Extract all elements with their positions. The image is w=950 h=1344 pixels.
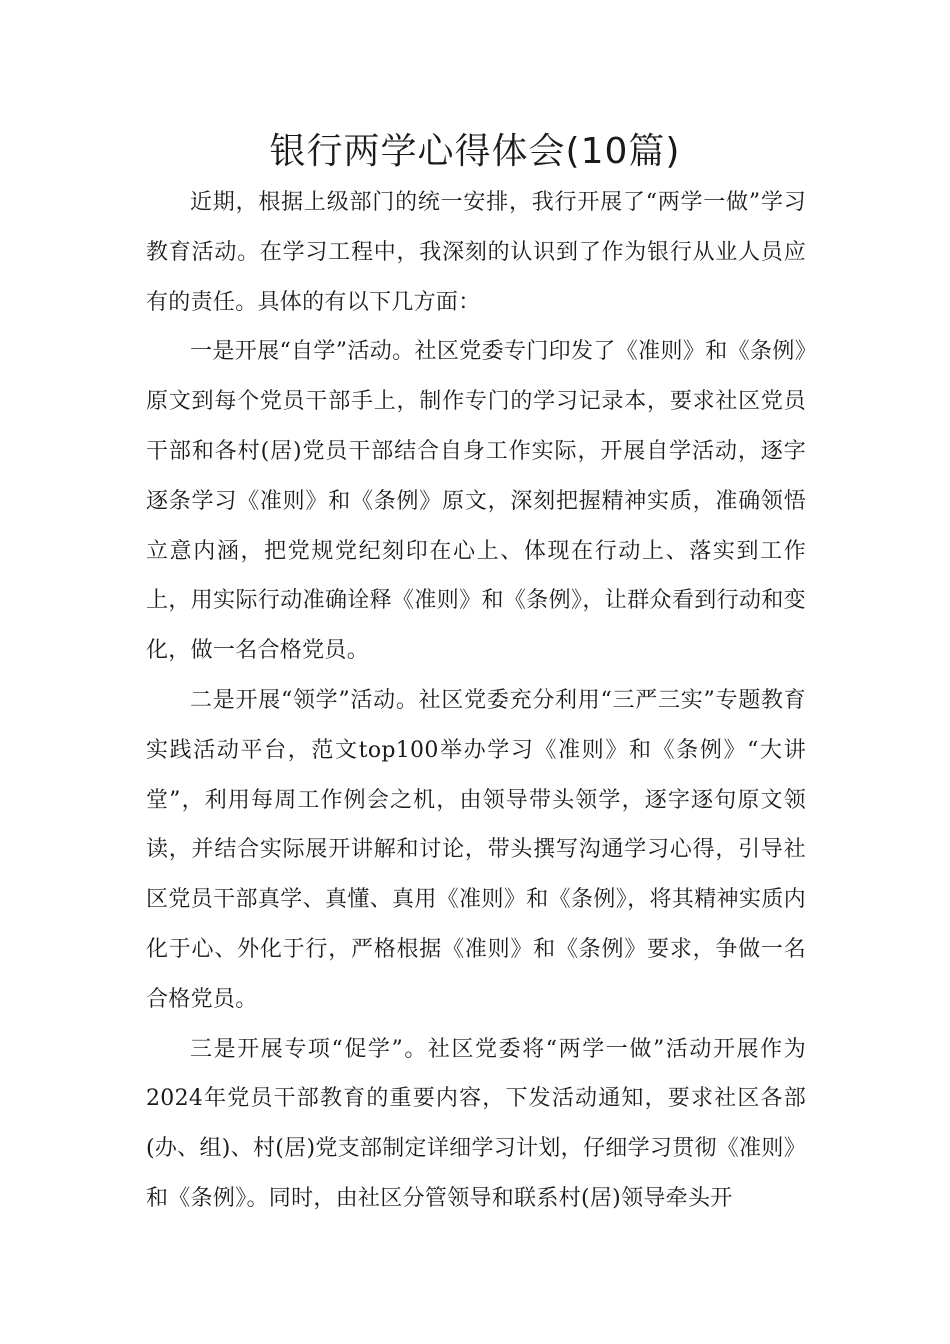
paragraph-intro: 近期，根据上级部门的统一安排，我行开展了“两学一做”学习教育活动。在学习工程中，我深刻的认识到了作为银行从业人员应有的责任。具体的有以下几方面： xyxy=(146,190,806,315)
document-body xyxy=(146,178,806,1224)
paragraph-promote-study: 三是开展专项“促学”。社区党委将“两学一做”活动开展作为2024年党员干部教育的重要内容，下发活动通知，要求社区各部(办、组)、村(居)党支部制定详细学习计划，仔细学习贯彻《准则》和《条例》。同时，由社区分管领导和联系村(居)领导牵头开 xyxy=(146,1036,806,1211)
paragraph-self-study: 一是开展“自学”活动。社区党委专门印发了《准则》和《条例》原文到每个党员干部手上，制作专门的学习记录本，要求社区党员干部和各村(居)党员干部结合自身工作实际，开展自学活动，逐字逐条学习《准则》和《条例》原文，深刻把握精神实质，准确领悟立意内涵，把党规党纪刻印在心上、体现在行动上、落实到工作上，用实际行动准确诠释《准则》和《条例》，让群众看到行动和变化，做一名合格党员。 xyxy=(146,339,806,664)
paragraph-lead-study: 二是开展“领学”活动。社区党委充分利用“三严三实”专题教育实践活动平台，范文top100举办学习《准则》和《条例》“大讲堂”，利用每周工作例会之机，由领导带头领学，逐字逐句原文领读，并结合实际展开讲解和讨论，带头撰写沟通学习心得，引导社区党员干部真学、真懂、真用《准则》和《条例》，将其精神实质内化于心、外化于行，严格根据《准则》和《条例》要求，争做一名合格党员。 xyxy=(146,687,806,1012)
document-title: 银行两学心得体会(10篇) xyxy=(269,131,681,172)
